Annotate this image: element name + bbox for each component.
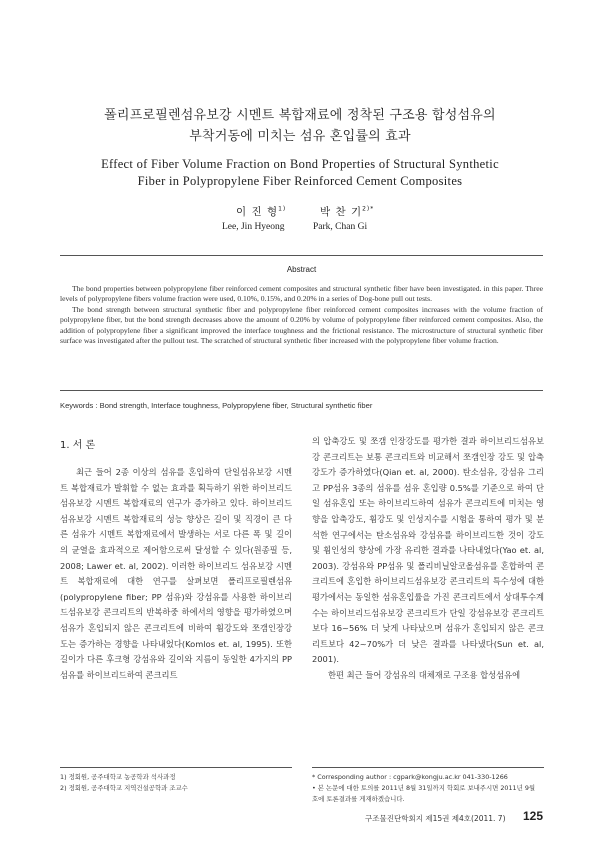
- footnote-divider-left: [60, 767, 292, 768]
- intro-paragraph-right-2: 한편 최근 들어 강섬유의 대체재로 구조용 합성섬유에: [328, 669, 521, 680]
- page-number: 125: [523, 809, 544, 823]
- right-column-text: [312, 434, 544, 684]
- author-2-korean: [320, 204, 374, 219]
- title-korean-line1: 폴리프로필렌섬유보강 시멘트 복합재료에 정착된 구조용 합성섬유의: [104, 108, 496, 123]
- footnote-author-1: 1) 정회원, 공주대학교 농공학과 석사과정: [60, 773, 176, 781]
- author-2-name: 박 찬 기: [320, 206, 363, 218]
- keywords-line: [60, 401, 543, 410]
- title-english-line1: Effect of Fiber Volume Fraction on Bond Properties of Structural Synthetic: [101, 157, 499, 171]
- intro-paragraph-right-1: 의 압축강도 및 쪼갬 인장강도를 평가한 결과 하이브리드섬유보강 콘크리트는 보통 콘크리트와 비교해서 쪼갬인장 강도 및 압축강도가 증가하였다(Qian et. al, 2000). 탄소섬유, 강섬유 그리고 PP섬유 3종의 섬유를 섬유 혼입량 0.5%를 기준으로 하여 단일 섬유혼입 또는 하이브리드하여 섬유가 콘크리트에 미치는 영향을 압축강도, 휨강도 및 인성지수를 시험을 통하여 평가 및 분석한 연구에서는 탄소섬유와 강섬유를 하이브리드한 것이 강도 및 휨인성의 향상에 가장 유리한 결과를 나타내었다(Yao et. al, 2003). 강섬유와 PP섬유 및 폴리비닐알코올섬유를 혼합하여 콘크리트에 혼입한 하이브리드섬유보강 콘크리트의 특수성에 대한 평가에서는 동일한 섬유혼입률을 가진 콘크리트에서 상대투수계수는 하이브리드섬유보강 콘크리트가 단일 강섬유보강 콘크리트보다 16~56% 더 낮게 나타났으며 섬유가 혼입되지 않은 콘크리트보다 42~70%가 더 낮은 결과를 나타냈다(Sun et. al, 2001).: [312, 436, 544, 665]
- abstract-paragraph-2: The bond strength between structural synthetic fiber and polypropylene fiber reinforced cement composites increases with the volume fraction of polypropylene fiber, but the bond strength decreases above the amount of 0.20% by volume of polypropylene fiber reinforced cement composites. Also, the addition of polypropylene fiber a significant improved the interface toughness and the frictional resistance. The microstructure of structural synthetic fiber surface was investigated after the pullout test. The scratched of structural synthetic fiber increased with the polypropylene fiber volume fraction.: [60, 304, 543, 346]
- footnote-author-2: 2) 정회원, 공주대학교 지역건설공학과 조교수: [60, 784, 188, 792]
- footnote-discussion-2: 호에 토론결과를 게재하겠습니다.: [312, 795, 405, 803]
- left-column-text: [60, 465, 292, 683]
- footnote-divider-right: [312, 767, 544, 768]
- abstract-heading: Abstract: [286, 265, 317, 274]
- intro-paragraph-left: 최근 들어 2종 이상의 섬유를 혼입하여 단일섬유보강 시멘트 복합재료가 발휘할 수 없는 효과를 획득하기 위한 하이브리드섬유보강 시멘트 복합재료의 연구가 증가하고 있다. 하이브리드섬유보강 시멘트 복합재료의 성능 향상은 길이 및 직경이 큰 다른 섬유가 시멘트 복합재료에서 발생하는 서로 다른 폭 및 길이의 균열을 효과적으로 제어함으로써 달성할 수 있다(원종필 등, 2008; Lawer et. al, 2002). 이러한 하이브리드 섬유보강 시멘트 복합재료에 대한 연구를 살펴보면 폴리프로필렌섬유(polypropylene fiber; PP 섬유)와 강섬유를 사용한 하이브리드섬유보강 콘크리트의 반복하중 하에서의 영향을 평가하였으며 섬유가 혼입되지 않은 콘크리트에 비하여 휨강도와 쪼갬인장강도는 증가하는 경향을 나타내었다(Komlos et. al, 1995). 또한 길이가 다른 후크형 강섬유와 길이와 지름이 동일한 4가지의 PP섬유를 하이브리드하여 콘크리트: [60, 467, 292, 680]
- abstract-section: [60, 255, 543, 391]
- author-1-name: 이 진 형: [236, 206, 279, 218]
- author-1-affiliation-mark: 1): [278, 205, 287, 213]
- author-2-affiliation-mark: 2)*: [362, 205, 375, 213]
- section-title-introduction: 1. 서 론: [60, 440, 96, 451]
- journal-citation: 구조물진단학회지 제15권 제4호(2011. 7): [365, 814, 506, 823]
- author-1-korean: [236, 204, 286, 219]
- title-korean-line2: 부착거동에 미치는 섬유 혼입률의 효과: [189, 129, 411, 144]
- footnote-corresponding: * Corresponding author : cgpark@kongju.ac.kr 041-330-1266: [312, 773, 508, 781]
- author-1-english: Lee, Jin Hyeong: [222, 222, 285, 232]
- author-2-english: Park, Chan Gi: [313, 222, 368, 232]
- keywords-label: Keywords: [60, 401, 94, 410]
- footnotes-right: [312, 772, 548, 805]
- title-english-line2: Fiber in Polypropylene Fiber Reinforced Cement Composites: [137, 174, 463, 188]
- footnote-discussion-1: • 본 논문에 대한 토의를 2011년 8월 31일까지 학회로 보내주시면 2011년 9월: [312, 784, 536, 792]
- abstract-paragraph-1: The bond properties between polypropylene fiber reinforced cement composites and structural synthetic fiber have been investigated. in this paper. Three levels of polypropylene fibers volume fraction were used, 0.10%, 0.15%, and 0.20% in a series of Dog-bone pull out tests.: [60, 284, 543, 304]
- footnotes-left: [60, 772, 292, 794]
- keywords-text: : Bond strength, Interface toughness, Polypropylene fiber, Structural synthetic fiber: [93, 401, 373, 410]
